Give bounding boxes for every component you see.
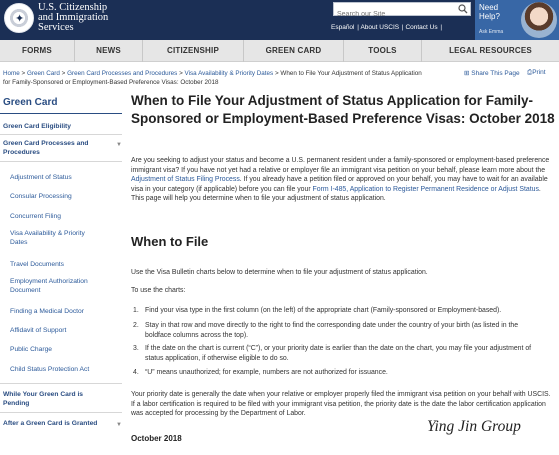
nav-tools[interactable]: TOOLS xyxy=(344,40,422,62)
chevron-down-icon[interactable]: ▼ xyxy=(116,422,122,428)
sidebar-item-concurrent-filing[interactable]: Concurrent Filing xyxy=(10,213,61,220)
share-page-link[interactable] xyxy=(464,69,520,77)
print-link[interactable] xyxy=(527,69,546,77)
eagle-icon: ✦ xyxy=(15,13,25,25)
sidebar-item-cspa[interactable]: Child Status Protection Act xyxy=(10,366,90,373)
breadcrumb-current: When to File Your Adjustment of Status Application for Family-Sponsored or Employment-Based Preference Visas: October 2018 xyxy=(3,70,422,86)
share-icon: ⊞ xyxy=(464,70,470,77)
print-label: Print xyxy=(532,69,546,76)
ask-emma-text: Ask Emma xyxy=(479,29,504,35)
breadcrumb-green-card[interactable]: Green Card xyxy=(26,70,60,77)
agency-name[interactable] xyxy=(38,3,108,33)
sidebar-item-after-granted[interactable]: After a Green Card is Granted xyxy=(3,420,98,427)
priority-date-paragraph: Your priority date is generally the date when your relative or employer properly filed the immigrant visa petition on your behalf with USCIS. If a labor certification is required to be filed with your immigrant visa petition, the priority date is the date the labor certification application was accepted for processing by the Department of Labor. xyxy=(131,391,551,418)
intro-text-1: Are you seeking to adjust your status and become a U.S. permanent resident under a family-sponsored or employment-based preference immigrant visa? If you have not yet had a relative or employer file an immigrant visa petition on your behalf, please learn more about the xyxy=(131,157,550,174)
sidebar-item-travel-documents[interactable]: Travel Documents xyxy=(10,261,65,268)
intro-paragraph xyxy=(131,156,551,204)
list-item-text: If the date on the chart is current (“C”), or your priority date is earlier than the date on the chart, you may file your adjustment of status application, if otherwise eligible to do so. xyxy=(145,345,532,362)
divider xyxy=(0,161,122,162)
emma-avatar xyxy=(521,2,557,38)
list-number: 1. xyxy=(133,307,139,314)
month-heading: October 2018 xyxy=(131,434,182,443)
sidebar xyxy=(0,97,124,455)
agency-line-1: U.S. Citizenship xyxy=(38,2,108,13)
list-number: 2. xyxy=(133,322,139,329)
nav-forms[interactable]: FORMS xyxy=(0,40,75,62)
sidebar-item-eligibility[interactable]: Green Card Eligibility xyxy=(3,123,72,130)
list-item-text: Find your visa type in the first column (on the left) of the appropriate chart (Family-sponsored or Employment-based). xyxy=(145,307,502,314)
breadcrumb-separator: > xyxy=(177,70,185,77)
list-item-text: Stay in that row and move directly to the right to find the corresponding date under the country of your birth (as listed in the boldface columns across the top). xyxy=(145,322,519,339)
nav-green-card[interactable]: GREEN CARD xyxy=(244,40,344,62)
sidebar-item-affidavit[interactable]: Affidavit of Support xyxy=(10,327,67,334)
to-use-text: To use the charts: xyxy=(131,287,186,294)
search-input[interactable] xyxy=(334,9,452,21)
contact-us-link[interactable]: Contact Us xyxy=(405,24,438,31)
sidebar-item-public-charge[interactable]: Public Charge xyxy=(10,346,53,353)
chevron-down-icon[interactable]: ▼ xyxy=(116,142,122,148)
nav-legal-resources[interactable]: LEGAL RESOURCES xyxy=(449,46,532,55)
nav-news[interactable]: NEWS xyxy=(75,40,143,62)
agency-line-2: and Immigration xyxy=(38,12,109,23)
breadcrumb-separator: > xyxy=(59,70,68,77)
sidebar-item-processes[interactable]: Green Card Processes and Procedures xyxy=(3,140,89,156)
sidebar-item-adjustment-of-status[interactable]: Adjustment of Status xyxy=(10,174,72,181)
sidebar-item-consular-processing[interactable]: Consular Processing xyxy=(10,193,72,200)
intro-text-2: . If you already have a petition filed or approved on your behalf, you may have to wait for an available visa in your category (if applicable) before you can file your xyxy=(131,176,548,193)
dhs-seal-logo[interactable] xyxy=(4,3,34,33)
divider xyxy=(0,134,122,135)
sidebar-item-medical-doctor[interactable]: Finding a Medical Doctor xyxy=(10,308,84,315)
breadcrumb-visa-availability[interactable]: Visa Availability & Priority Dates xyxy=(184,70,274,77)
watermark: Ying Jin Group xyxy=(427,418,521,435)
divider xyxy=(0,383,122,384)
section-heading-when-to-file: When to File xyxy=(131,234,209,249)
search-box xyxy=(333,2,471,16)
sidebar-rule xyxy=(0,113,122,114)
adjustment-filing-process-link[interactable]: Adjustment of Status Filing Process xyxy=(131,176,240,184)
sidebar-item-while-pending[interactable]: While Your Green Card is Pending xyxy=(3,391,84,407)
list-number: 4. xyxy=(133,369,139,376)
sidebar-title[interactable]: Green Card xyxy=(3,97,58,108)
sidebar-item-visa-availability[interactable]: Visa Availability & Priority Dates xyxy=(10,230,85,246)
divider xyxy=(0,412,122,413)
breadcrumb xyxy=(3,69,423,87)
need-help-widget[interactable] xyxy=(475,0,559,40)
form-i485-link[interactable]: Form I-485, Application to Register Permanent Residence or Adjust Status xyxy=(312,185,539,193)
list-number: 3. xyxy=(133,345,139,352)
page-title: When to File Your Adjustment of Status Application for Family-Sponsored or Employment-Based Preference Visas: October 2018 xyxy=(131,93,555,126)
intro-text-3: . This page will help you determine when to file your adjustment of status application. xyxy=(131,185,541,203)
breadcrumb-processes[interactable]: Green Card Processes and Procedures xyxy=(67,70,178,77)
main-nav xyxy=(0,40,559,62)
use-bulletin-text: Use the Visa Bulletin charts below to determine when to file your adjustment of status application. xyxy=(131,269,428,276)
list-item-text: “U” means unauthorized; for example, numbers are not authorized for issuance. xyxy=(145,369,388,376)
share-label: Share This Page xyxy=(471,70,520,77)
utility-links: Español | About USCIS | Contact Us | xyxy=(331,24,443,31)
print-icon: ⎙ xyxy=(527,69,533,76)
breadcrumb-home[interactable]: Home xyxy=(3,70,20,77)
site-header xyxy=(0,0,559,40)
about-uscis-link[interactable]: About USCIS xyxy=(360,24,400,31)
search-icon[interactable] xyxy=(458,4,468,14)
espanol-link[interactable]: Español xyxy=(331,24,355,31)
agency-line-3: Services xyxy=(38,22,74,33)
breadcrumb-separator: > xyxy=(273,70,281,77)
sidebar-item-ead[interactable]: Employment Authorization Document xyxy=(10,278,88,294)
nav-citizenship[interactable]: CITIZENSHIP xyxy=(143,40,244,62)
breadcrumb-separator: > xyxy=(19,70,27,77)
need-help-text: Need Help? xyxy=(479,3,500,21)
